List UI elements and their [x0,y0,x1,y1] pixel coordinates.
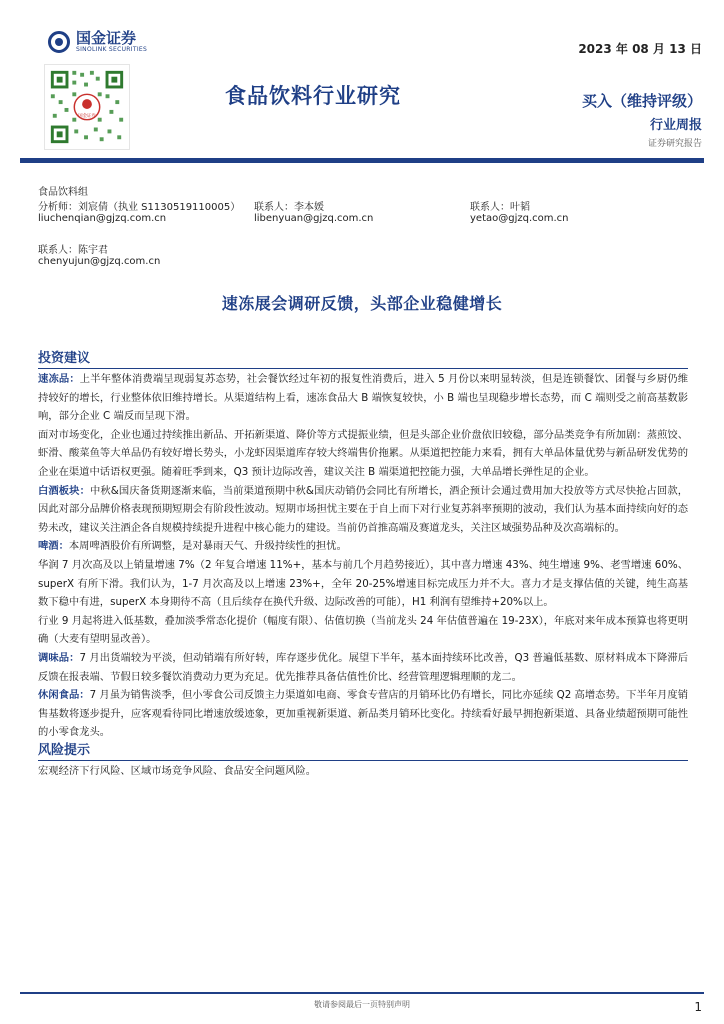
invest-paragraph [38,426,688,482]
contact-email[interactable]: chenyujun@gjzq.com.cn [38,256,161,267]
analyst-email[interactable]: liuchenqian@gjzq.com.cn [38,213,167,224]
paragraph-label: 速冻品： [38,373,80,385]
paragraph-text: 面对市场变化，企业也通过持续推出新品、开拓新渠道、降价等方式提振业绩，但是头部企业价盘依旧较稳，部分品类竞争有所加剧：蒸煎饺、虾滑、酸菜鱼等大单品仍有较好增长势头，小龙虾因渠道库存较大终端售价拖累。从渠道把控能力来看，拥有大单品体量优势与新品研发优势的企业在渠道中话语权更强。随着旺季到来，Q3 预计边际改善，建议关注 B 端渠道把控能力强，大单品增长弹性足的企业。 [38,428,688,478]
contact-line: 联系人：李本媛 [254,202,324,213]
section-heading-invest: 投资建议 [38,351,91,366]
qr-caption: 国金证券 [78,113,96,119]
logo-cn-text: 国金证券 [76,29,137,47]
paragraph-label: 啤酒： [38,540,69,553]
contact-line: 联系人：陈宇君 [38,245,108,256]
report-subtype: 证券研究报告 [647,139,702,149]
paragraph-label: 休闲食品： [38,689,90,702]
invest-paragraph [38,686,688,742]
invest-paragraph [38,612,688,649]
author-group: 食品饮料组 [38,187,88,198]
contact-email[interactable]: libenyuan@gjzq.com.cn [254,213,374,224]
section-heading-risk: 风险提示 [38,742,91,758]
logo-icon [48,31,70,53]
contact-email[interactable]: yetao@gjzq.com.cn [470,213,569,224]
report-date: 2023 年 08 月 13 日 [578,42,702,56]
paragraph-text: 上半年整体消费端呈现弱复苏态势，社会餐饮经过年初的报复性消费后，进入 5 月份以来明显转淡，但是连锁餐饮、团餐与乡厨仍维持较好的增长，行业整体依旧维持增长。从渠道结构上看，速冻食品大 B 端恢复较快，小 B 端也呈现稳步增长态势，而 C 端则受之前高基数影响，部分企业 C 端反而呈现下滑。 [38,373,688,423]
paragraph-text: 7 月出货端较为平淡，但动销端有所好转，库存逐步优化。展望下半年，基本面持续环比改善，Q3 普遍低基数、原材料成本下降滞后反馈在报表端、节假日较多餐饮消费动力更为充足。优先推荐具备估值性价比、经营管理逻辑理顺的龙二。 [38,651,688,683]
invest-paragraph [38,370,688,426]
page-number: 1 [694,1000,702,1014]
qr-code-icon [44,64,130,150]
contact-line: 联系人：叶韬 [470,202,530,213]
paragraph-text: 7 月虽为销售淡季，但小零食公司反馈主力渠道如电商、零食专营店的月销环比仍有增长，同比亦延续 Q2 高增态势。下半年月度销售基数将逐步提升，应客观看待同比增速放缓迹象，更加重视新渠道、新品类月销环比变化。持续看好最早拥抱新渠道、具备业绩超预期可能性的小零食龙头。 [38,689,688,739]
section-divider [38,368,688,369]
invest-paragraph [38,649,688,686]
header-divider [20,158,704,163]
paragraph-text: 中秋&国庆备货期逐渐来临，当前渠道预期中秋&国庆动销仍会同比有所增长，酒企预计会通过费用加大投放等方式尽快抢占回款，因此对部分品牌价格表现预期短期会有阶段性波动。短期市场担忧主要在于自上而下对行业复苏斜率预期的波动，我们认为基本面持续向好的态势未改，建议关注酒企各自规模持续提升进程中核心能力的建设。当前仍首推高端及赛道龙头，关注区域强势品种及次高端标的。 [38,484,689,534]
logo-en-text: SINOLINK SECURITIES [76,46,148,53]
invest-paragraph [38,556,688,612]
rating-label: 买入（维持评级） [581,92,702,110]
paragraph-label: 调味品： [38,651,80,664]
risk-text: 宏观经济下行风险、区域市场竞争风险、食品安全问题风险。 [38,764,317,777]
invest-paragraphs [38,370,688,742]
paragraph-text: 华润 7 月次高及以上销量增速 7%（2 年复合增速 11%+，基本与前几个月趋势接近），其中喜力增速 43%、纯生增速 9%、老雪增速 60%、superX 有所下滑。我们认为，1-7 月次高及以上增速 23%+，全年 20-25%增速目标完成压力并不大。喜力才是支撑估值的关键，纯生高基数下稳中有进，superX 本身期待不高（且后续存在换代升级、边际改善的可能），H1 利润有望维持+20%以上。 [38,558,688,609]
company-logo [48,30,147,54]
paragraph-text: 本周啤酒股价有所调整，是对暴雨天气、升级持续性的担忧。 [68,540,347,553]
report-type: 行业周报 [649,118,702,133]
paragraph-text: 行业 9 月起将进入低基数，叠加淡季常态化提价（幅度有限）、估值切换（当前龙头 24 年估值普遍在 19-23X），年底对来年成本预算也将更明确（大麦有望明显改善）。 [38,614,688,646]
footer-divider [20,992,704,994]
paragraph-label: 白酒板块： [38,484,90,497]
analyst-line: 分析师：刘宸倩（执业 S1130519110005） [38,202,241,213]
main-title: 速冻展会调研反馈，头部企业稳健增长 [221,294,503,313]
report-body [38,350,688,780]
report-category-title: 食品饮料行业研究 [225,84,401,108]
footer-disclaimer: 敬请参阅最后一页特别声明 [314,1000,410,1009]
invest-paragraph [38,537,688,556]
section-divider [38,760,688,761]
invest-paragraph [38,482,688,538]
